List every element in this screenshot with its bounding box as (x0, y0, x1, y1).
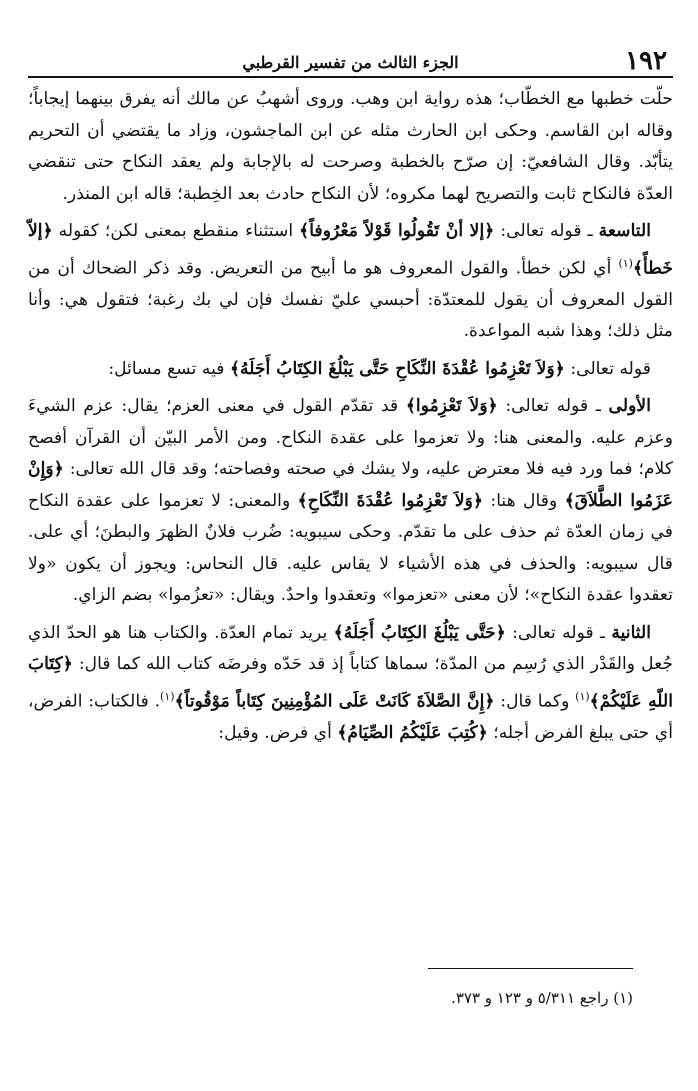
quran-quote: ﴿كِتَابَ اللّهِ عَلَيْكُمْ﴾ (28, 654, 673, 712)
paragraph (28, 216, 673, 348)
text-run: فيه تسع مسائل: (108, 358, 230, 379)
text-run: . فالكتاب: الفرض، أي حتى يبلغ الفرض أجله؛ (28, 691, 673, 743)
quran-quote: ﴿إِنَّ الصَّلاَةَ كَانَتْ عَلَى المُؤْمِنِينَ كِتَاباً مَوْقُوتاً﴾ (174, 691, 495, 712)
running-title: الجزء الثالث من تفسير القرطبي (242, 53, 459, 72)
text-run: أي لكن خطأ. والقول المعروف هو ما أبيح من التعريض. وقد ذكر الضحاك أن من القول المعروف أن يقول للمعتدّة: أحبسي عليّ نفسك فإن لي بك رغبة؛ فتقول هي: وأنا مثل ذلك؛ وهذا شبه المواعدة. (28, 258, 673, 342)
text-run: ـ قوله تعالى: (505, 622, 612, 643)
quran-quote: ﴿إلا أنْ تَقُولُوا قَوْلاً مَعْرُوفاً﴾ (299, 221, 495, 241)
quran-quote: ﴿وَلاَ تَعْزِمُوا عُقْدَةَ النِّكَاحِ﴾ (297, 490, 484, 511)
quran-quote: ﴿كُتِبَ عَلَيْكُمُ الصِّيَامُ﴾ (337, 722, 488, 743)
text-run: يريد تمام العدّة. والكتاب هنا هو الحدّ الذي جُعل والقَدْر الذي رُسِم من المدّة؛ سماها كتاباً إذ قد حَدّه وفرضَه كتاب الله كما قال: (28, 622, 673, 675)
text-run: وقال هنا: (483, 490, 565, 511)
main-text (28, 84, 673, 749)
footnote-divider (428, 968, 633, 969)
page-header (28, 30, 673, 78)
footnote: (١) راجع ٥/٣١١ و ١٢٣ و ٣٧٣. (451, 989, 633, 1007)
paragraph (28, 354, 673, 386)
text-run: وكما قال: (494, 691, 576, 712)
quran-quote: ﴿وَلاَ تَعْزِمُوا﴾ (405, 396, 498, 417)
text-run: والمعنى: لا تعزموا على عقدة النكاح في زمان العدّة ثم حذف على ما تقدّم. وحكى سيبويه: ضُرب فلانٌ الظهرَ والبطنَ؛ أي على. قال سيبويه: والحذف في هذه الأشياء لا يقاس عليه. قال النحاس: ويجوز أن يكون «ولا تعقدوا عقدة النكاح»؛ لأن معنى «تعزموا» وتعقدوا واحدٌ. ويقال: «تعزُموا» بضم الزاي. (28, 490, 673, 606)
text-run: أي فرض. وقيل: (218, 722, 338, 743)
page-number: ١٩٢ (625, 46, 667, 76)
quran-quote: ﴿وَإِنْ عَزَمُوا الطَّلاَقَ﴾ (28, 459, 673, 511)
footnote-ref: (١) (575, 689, 590, 703)
section-heading: الأولى (608, 396, 651, 417)
text-run: استثناء منقطع بمعنى لكن؛ كقوله (52, 221, 300, 241)
text-run: قوله تعالى: (564, 358, 651, 379)
quran-quote: ﴿حَتَّى يَبْلُغَ الكِتَابُ أَجَلَهُ﴾ (333, 622, 506, 643)
footnote-ref: (١) (618, 256, 633, 270)
book-page (28, 30, 673, 1070)
text-run: ـ قوله تعالى: (497, 396, 609, 417)
quran-quote: ﴿وَلاَ تَعْزِمُوا عُقْدَةَ النِّكَاحِ حَتَّى يَبْلُغَ الكِتَابُ أَجَلَهُ﴾ (229, 358, 565, 379)
quran-quote: ﴿إلاّ خَطأً﴾ (28, 221, 673, 279)
section-heading: الثانية (611, 622, 652, 643)
text-run: قد تقدّم القول في معنى العزم؛ يقال: عزم الشيءَ وعزم عليه. والمعنى هنا: ولا تعزموا على عقدة النكاح. ومن الأمر البيّن أن القرآن أفصح كلام؛ فما ورد فيه فلا معترض عليه، ولا يشك في صحته وفصاحته؛ وقد قال الله تعالى: (28, 396, 673, 480)
footnote-ref: (١) (160, 689, 175, 703)
text-run: ـ قوله تعالى: (494, 221, 599, 241)
text-run: حلّت خطبها مع الخطّاب؛ هذه رواية ابن وهب. وروى أشهبُ عن مالك أنه يفرق بينهما إيجاباً؛ وقاله ابن القاسم. وحكى ابن الحارث مثله عن ابن الماجشون، وزاد ما يقتضي أن التحريم يتأبّد. وقال الشافعيّ: إن صرّح بالخطبة وصرحت له بالإجابة ولم يعقد النكاح حتى تنقضي العدّة فالنكاح ثابت والتصريح لهما مكروه؛ لأن النكاح حادث بعد الخِطبة؛ قاله ابن المنذر. (28, 89, 673, 204)
section-heading: التاسعة (598, 221, 651, 241)
paragraph (28, 391, 673, 612)
paragraph (28, 84, 673, 210)
paragraph (28, 618, 673, 750)
